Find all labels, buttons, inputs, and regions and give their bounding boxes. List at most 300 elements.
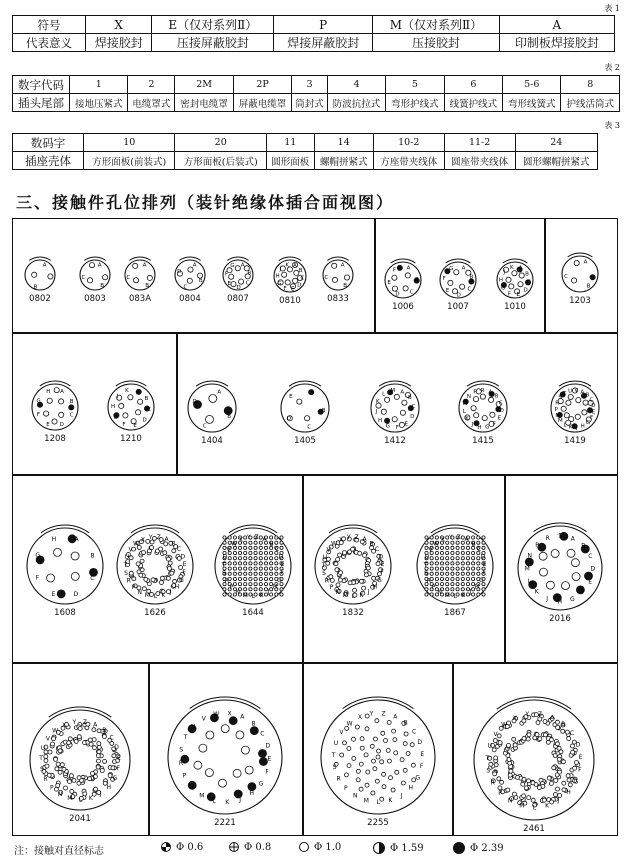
contact-hole — [254, 551, 257, 554]
contact-letter: A — [93, 721, 98, 729]
contact-letter: X — [62, 721, 67, 729]
contact-hole — [69, 774, 73, 778]
connector-code-label: 0833 — [327, 294, 349, 304]
contact-hole — [264, 557, 267, 560]
table-cell: 3 — [292, 76, 328, 94]
contact-hole — [280, 593, 283, 596]
contact-hole — [489, 762, 493, 766]
table-cell: 20 — [175, 134, 266, 152]
contact-letter: B — [369, 540, 374, 548]
contact-hole — [482, 541, 485, 544]
contact-letter: U — [222, 553, 228, 561]
contact-hole — [142, 551, 146, 555]
contact-hole — [365, 783, 369, 787]
contact-letter: A — [570, 535, 575, 543]
contact-letter: A — [192, 262, 197, 269]
contact-hole — [540, 568, 548, 576]
contact-letter: P — [131, 583, 136, 591]
connector-face-icon — [555, 246, 605, 294]
contact-hole — [54, 757, 58, 761]
contact-hole — [254, 577, 257, 580]
contact-hole — [264, 562, 267, 565]
contact-hole — [344, 275, 349, 280]
contact-hole — [160, 581, 164, 585]
connector-1419 — [544, 374, 606, 446]
contact-letter: C — [274, 546, 280, 554]
contact-letter: J — [375, 408, 378, 415]
table-cell: 圆形螺帽拼紧式 — [515, 152, 597, 170]
contact-hole — [355, 725, 359, 729]
legend-item-0.8 — [228, 841, 271, 853]
contact-hole — [392, 417, 397, 422]
contact-letter: K — [161, 592, 166, 599]
contact-hole — [568, 394, 573, 399]
contact-hole — [364, 753, 368, 757]
contact-hole — [392, 729, 396, 733]
contact-hole — [512, 271, 517, 276]
contact-hole — [332, 277, 337, 282]
contact-letter: G — [230, 263, 235, 270]
contact-hole — [531, 781, 535, 785]
contact-hole — [372, 576, 376, 580]
contact-hole — [68, 780, 72, 784]
contact-hole — [500, 780, 504, 784]
contact-hole — [373, 737, 377, 741]
contact-hole — [223, 541, 226, 544]
contact-letter: B — [561, 720, 566, 728]
contact-letter: K — [461, 592, 466, 599]
contact-letter: T — [123, 561, 128, 569]
contact-letter: C — [81, 274, 86, 281]
contact-hole — [238, 562, 241, 565]
contact-hole — [391, 788, 395, 792]
contact-letter: W — [501, 721, 508, 729]
table-2 — [12, 75, 620, 112]
contact-letter: F — [116, 765, 121, 773]
contact-letter: J — [367, 588, 370, 596]
contact-hole — [338, 553, 342, 557]
contact-hole — [482, 588, 485, 591]
connector-1626 — [110, 518, 200, 618]
contact-hole — [259, 583, 262, 586]
contact-letter: M — [524, 565, 530, 573]
contact-hole — [482, 416, 487, 421]
contact-hole — [538, 737, 542, 741]
connector-code-label: 1006 — [392, 302, 414, 312]
connector-1608 — [20, 518, 110, 618]
contact-letter: K — [359, 592, 364, 599]
contact-hole — [356, 778, 360, 782]
contact-letter: E — [267, 755, 272, 763]
contact-hole — [343, 741, 347, 745]
contact-letter: K — [88, 794, 93, 802]
contact-letter: A — [464, 536, 469, 544]
connector-face-icon — [316, 250, 360, 292]
quarter-filled-circle-icon — [160, 841, 172, 853]
contact-hole — [466, 583, 469, 586]
contact-letter: E — [482, 561, 487, 569]
contact-hole — [493, 772, 497, 776]
contact-hole — [543, 720, 547, 724]
contact-letter: G — [277, 576, 282, 584]
legend-label: Φ 0.6 — [176, 841, 204, 853]
contact-letter: W — [231, 540, 238, 548]
contact-hole — [446, 562, 449, 565]
table-cell: 8 — [561, 76, 620, 94]
contact-letter: V — [493, 730, 498, 738]
contact-hole — [259, 750, 267, 758]
contact-hole — [402, 400, 407, 405]
contact-hole — [493, 739, 497, 743]
contact-hole — [270, 551, 273, 554]
contact-letter: F — [392, 267, 397, 274]
contact-hole — [103, 275, 108, 280]
contact-letter: A — [340, 262, 345, 269]
contact-letter: U — [124, 553, 130, 561]
contact-letter: H — [408, 784, 414, 792]
contact-letter: E — [445, 287, 450, 294]
contact-letter: H — [111, 404, 116, 410]
contact-hole — [363, 553, 367, 557]
contact-hole — [270, 557, 273, 560]
contact-hole — [454, 270, 459, 275]
connector-1006 — [378, 252, 428, 312]
contact-hole — [254, 562, 257, 565]
contact-hole — [194, 761, 202, 769]
contact-hole — [47, 574, 55, 582]
contact-hole — [245, 766, 253, 774]
contact-letter: A — [406, 265, 411, 272]
contact-letter: U — [333, 740, 339, 747]
contact-letter: C — [588, 553, 593, 561]
contact-letter: F — [419, 763, 424, 771]
contact-letter: K — [388, 797, 393, 805]
contact-hole — [358, 551, 362, 555]
contact-hole — [446, 546, 449, 549]
contact-letter: F — [122, 422, 126, 428]
contact-letter: X — [227, 710, 232, 718]
contact-letter: F — [36, 412, 40, 419]
contact-letter: R — [545, 535, 550, 543]
contact-letter: M — [363, 797, 369, 805]
contact-hole — [380, 760, 384, 764]
contact-letter: S — [222, 569, 226, 577]
contact-hole — [506, 277, 511, 282]
contact-hole — [133, 263, 138, 268]
contact-letter: D — [378, 553, 384, 561]
contact-hole — [446, 588, 449, 591]
contact-hole — [254, 557, 257, 560]
contact-hole — [249, 557, 252, 560]
contact-hole — [546, 581, 554, 589]
contact-hole — [356, 769, 360, 773]
contact-letter: L — [382, 391, 386, 398]
contact-letter: B — [251, 720, 256, 728]
contact-letter: F — [380, 569, 384, 577]
contact-hole — [128, 395, 133, 400]
contact-hole — [440, 583, 443, 586]
contact-letter: D — [265, 742, 271, 750]
contact-letter: R — [480, 387, 485, 394]
contact-letter: L — [453, 593, 457, 601]
contact-hole — [352, 756, 356, 760]
connector-code-label: 1867 — [444, 608, 466, 618]
contact-letter: J — [116, 393, 119, 400]
contact-hole — [44, 759, 48, 763]
contact-hole — [347, 747, 351, 751]
contact-hole — [160, 576, 164, 580]
contact-letter: E — [404, 421, 409, 428]
contact-hole — [233, 551, 236, 554]
contact-hole — [264, 546, 267, 549]
contact-hole — [228, 567, 231, 570]
table-cell: 方座带夹线体 — [373, 152, 444, 170]
connector-code-label: 2041 — [69, 814, 91, 824]
contact-letter: B — [586, 283, 591, 290]
legend-item-2.39 — [452, 841, 504, 855]
contact-letter: P — [343, 785, 348, 793]
contact-hole — [97, 745, 101, 749]
contact-hole — [371, 791, 375, 795]
contact-letter: C — [109, 734, 114, 742]
contact-hole — [244, 572, 247, 575]
contact-hole — [507, 743, 511, 747]
contact-hole — [119, 403, 124, 408]
contact-hole — [136, 562, 140, 566]
contact-hole — [238, 577, 241, 580]
contact-letter: N — [353, 792, 358, 800]
legend-label: Φ 1.59 — [390, 842, 424, 854]
contact-letter: A — [293, 263, 297, 269]
contact-hole — [435, 536, 438, 539]
contact-hole — [364, 573, 368, 577]
contact-hole — [64, 786, 68, 790]
contact-letter: E — [516, 292, 520, 299]
contact-hole — [380, 797, 384, 801]
contact-letter: L — [212, 797, 216, 805]
contact-hole — [111, 766, 115, 770]
contact-letter: E — [182, 561, 187, 569]
contact-hole — [282, 272, 287, 277]
connector-code-label: 1404 — [201, 436, 223, 446]
contact-hole — [411, 763, 415, 767]
contact-letter: D — [114, 744, 119, 752]
contact-letter: G — [569, 595, 575, 603]
connector-face-icon — [274, 374, 336, 434]
contact-hole — [229, 717, 237, 725]
contact-hole — [395, 770, 399, 774]
contact-letter: B — [321, 408, 326, 415]
contact-hole — [451, 588, 454, 591]
contact-hole — [524, 786, 528, 790]
contact-letter: M — [144, 592, 150, 600]
table-cell: 圆座带夹线体 — [444, 152, 515, 170]
contact-hole — [264, 583, 267, 586]
contact-hole — [206, 415, 214, 423]
contact-hole — [238, 567, 241, 570]
contact-hole — [338, 578, 342, 582]
contact-letter: M — [242, 592, 248, 600]
contact-letter: F — [265, 768, 269, 776]
contact-hole — [472, 577, 475, 580]
contact-hole — [133, 278, 138, 283]
contact-hole — [264, 572, 267, 575]
contact-hole — [446, 577, 449, 580]
contact-letter: H — [275, 273, 280, 280]
contact-hole — [264, 551, 267, 554]
contact-letter: A — [362, 536, 367, 544]
contact-hole — [275, 567, 278, 570]
contact-hole — [382, 772, 386, 776]
contact-hole — [285, 280, 290, 285]
contact-hole — [461, 577, 464, 580]
contact-letter: A — [136, 389, 140, 395]
contact-hole — [244, 551, 247, 554]
contact-letter: R — [555, 400, 560, 407]
contact-hole — [159, 547, 163, 551]
contact-letter: G — [479, 576, 484, 584]
contact-hole — [456, 572, 459, 575]
contact-hole — [280, 546, 283, 549]
contact-hole — [513, 743, 517, 747]
contact-hole — [336, 583, 340, 587]
contact-letter: F — [507, 291, 512, 298]
contact-hole — [187, 278, 192, 283]
contact-letter: F — [578, 766, 582, 774]
contact-hole — [466, 572, 469, 575]
contact-hole — [275, 536, 278, 539]
table-cell: E（仅对系列Ⅱ） — [152, 16, 274, 34]
contact-hole — [238, 572, 241, 575]
connector-face-icon — [378, 252, 428, 300]
contact-hole — [244, 567, 247, 570]
table-cell: 10-2 — [373, 134, 444, 152]
contact-letter: R — [178, 760, 183, 767]
contact-hole — [451, 557, 454, 560]
contact-hole — [92, 746, 96, 750]
contact-letter: Z — [537, 711, 542, 719]
contact-letter: Z — [354, 534, 359, 542]
contact-hole — [394, 751, 398, 755]
contact-hole — [77, 776, 81, 780]
contact-hole — [440, 577, 443, 580]
contact-hole — [147, 275, 152, 280]
contact-letter: R — [324, 577, 329, 585]
contact-hole — [228, 572, 231, 575]
contact-hole — [575, 761, 579, 765]
contact-letter: D — [59, 422, 64, 429]
contact-letter: H — [378, 417, 383, 424]
table-cell: P — [274, 16, 373, 34]
contact-hole — [239, 279, 244, 284]
contact-hole — [238, 557, 241, 560]
connector-face-icon — [161, 690, 289, 816]
contact-hole — [559, 750, 563, 754]
contact-hole — [231, 282, 236, 287]
contact-hole — [343, 551, 347, 555]
contact-hole — [97, 750, 101, 754]
table-1-label: 表 1 — [604, 4, 620, 13]
contact-letter: Y — [246, 534, 251, 542]
contact-hole — [205, 769, 213, 777]
contact-letter: Y — [369, 710, 374, 718]
contact-hole — [68, 737, 72, 741]
contact-letter: G — [385, 423, 390, 430]
contact-hole — [446, 583, 449, 586]
contact-letter: D — [456, 292, 461, 299]
contact-hole — [451, 583, 454, 586]
contact-letter: D — [590, 565, 596, 573]
contact-hole — [456, 541, 459, 544]
contact-letter: P — [431, 583, 436, 591]
contact-hole — [539, 552, 547, 560]
contact-hole — [270, 577, 273, 580]
table-1-row — [13, 34, 615, 52]
contact-hole — [360, 746, 364, 750]
contact-letter: J — [99, 790, 102, 798]
contact-letter: J — [239, 796, 242, 804]
contact-hole — [403, 742, 407, 746]
contact-letter: A — [400, 389, 405, 396]
contact-hole — [435, 572, 438, 575]
connector-code-label: 1626 — [144, 608, 166, 618]
contact-letter: W — [213, 710, 220, 718]
contact-hole — [482, 546, 485, 549]
table-3-header-row — [13, 134, 598, 152]
contact-hole — [497, 734, 501, 738]
contact-hole — [405, 273, 410, 278]
contact-hole — [344, 773, 348, 777]
connector-1404 — [181, 374, 243, 446]
contact-hole — [372, 759, 376, 763]
table-cell: 焊接屏蔽胶封 — [274, 34, 373, 52]
connector-1210 — [101, 374, 161, 444]
contact-letter: M — [67, 795, 73, 803]
contact-hole — [527, 796, 531, 800]
table-cell: 弯形线簧式 — [503, 94, 561, 112]
contact-hole — [100, 769, 104, 773]
contact-letter: K — [259, 592, 264, 599]
footer-legend — [0, 838, 628, 858]
contact-letter: B — [227, 413, 232, 420]
connector-0802 — [18, 250, 62, 304]
contact-letter: H — [477, 424, 482, 431]
contact-letter: T — [221, 561, 226, 569]
contact-letter: F — [442, 276, 446, 282]
contact-hole — [435, 577, 438, 580]
contact-letter: W — [133, 540, 140, 548]
contact-letter: B — [145, 282, 149, 289]
contact-letter: B — [69, 398, 74, 405]
connector-1208 — [25, 374, 85, 444]
contact-hole — [385, 397, 390, 402]
contact-hole — [553, 754, 557, 758]
table-cell: A — [499, 16, 614, 34]
table-cell: 屏蔽电缆罩 — [233, 94, 291, 112]
contact-hole — [353, 588, 357, 592]
connector-code-label: 2016 — [549, 614, 571, 624]
contact-letter: K — [568, 424, 573, 431]
contact-letter: H — [174, 583, 180, 591]
contact-hole — [91, 772, 95, 776]
contact-letter: C — [411, 728, 417, 736]
contact-letter: C — [411, 404, 416, 411]
contact-hole — [249, 577, 252, 580]
contact-hole — [557, 757, 561, 761]
contact-letter: D — [410, 413, 415, 420]
contact-hole — [228, 536, 231, 539]
contact-letter: K — [509, 264, 514, 271]
